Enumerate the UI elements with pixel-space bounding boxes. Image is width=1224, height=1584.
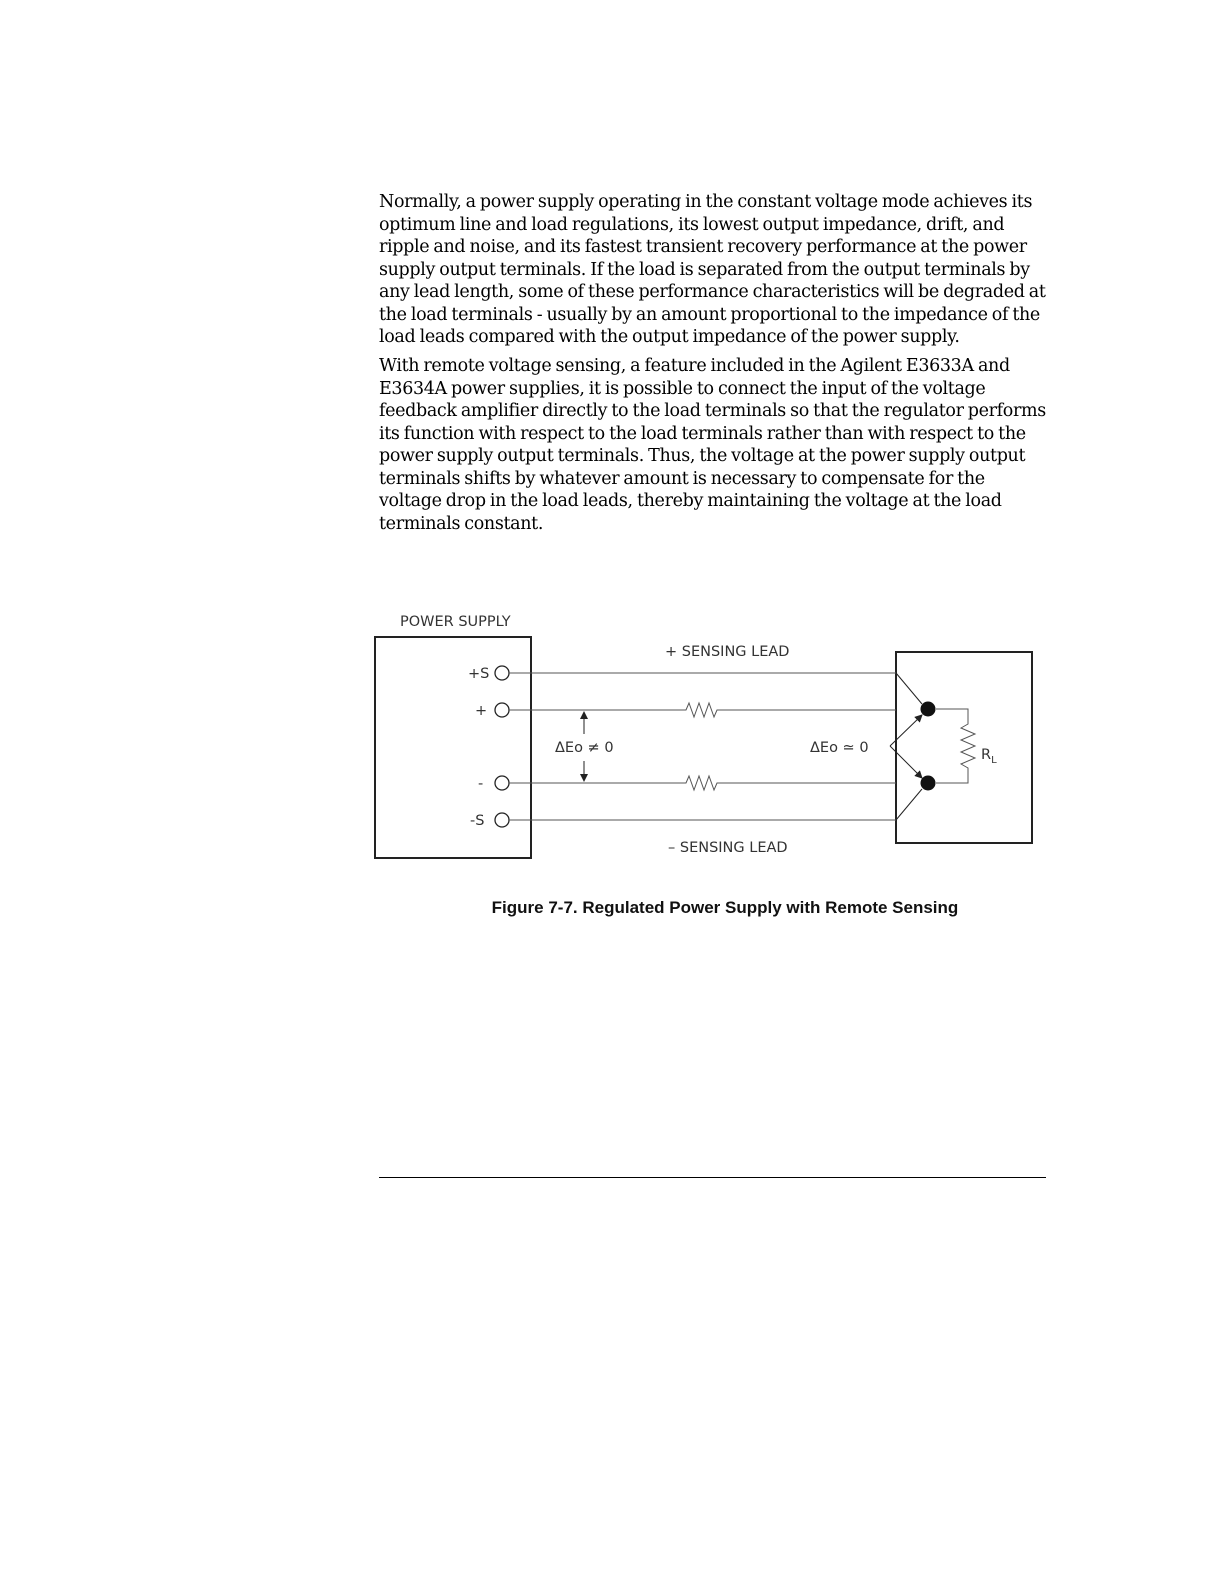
terminal-minus-s-label: -S (470, 813, 485, 829)
load-node-minus (921, 776, 936, 791)
minus-sensing-lead-label: – SENSING LEAD (668, 840, 788, 856)
plus-sensing-lead-label: + SENSING LEAD (665, 644, 790, 660)
plus-load-lead (509, 703, 896, 717)
terminal-plus-label: + (475, 703, 488, 719)
delta-eo-load-pointer-down (890, 746, 922, 778)
terminal-plus-s (495, 666, 509, 680)
terminal-plus-s-label: +S (468, 666, 490, 682)
delta-eo-supply-label: ΔEo ≠ 0 (555, 740, 614, 756)
plus-sense-to-node (896, 673, 922, 704)
power-supply-label: POWER SUPPLY (400, 614, 511, 630)
remote-sensing-diagram (360, 600, 1060, 870)
terminal-minus (495, 776, 509, 790)
delta-eo-load-pointer-up (890, 715, 922, 746)
delta-eo-load-label: ΔEo ≃ 0 (810, 740, 869, 756)
figure-caption: Figure 7-7. Regulated Power Supply with Remote Sensing (491, 898, 959, 917)
load-resistor (936, 709, 975, 783)
paragraph-remote-sensing: With remote voltage sensing, a feature included in the Agilent E3633A and E3634A power supplies, it is possible to connect the input of the voltage feedback amplifier directly to the load terminals so that the regulator performs its function with respect to the load terminals rather than with respect to the power supply output terminals. Thus, the voltage at the power supply output terminals shifts by whatever amount is necessary to compensate for the voltage drop in the load leads, thereby maintaining the voltage at the load terminals constant. (379, 356, 1046, 534)
terminal-minus-s (495, 813, 509, 827)
terminal-plus (495, 703, 509, 717)
terminal-minus-label: - (478, 776, 484, 792)
footer-rule (379, 1177, 1046, 1178)
minus-sense-to-node (896, 789, 922, 820)
paragraph-constant-voltage: Normally, a power supply operating in the constant voltage mode achieves its optimum line and load regulations, its lowest output impedance, drift, and ripple and noise, and its fastest transient recovery performance at the power supply output terminals. If the load is separated from the output terminals by any lead length, some of these performance characteristics will be degraded at the load terminals - usually by an amount proportional to the impedance of the load leads compared with the output impedance of the power supply. (379, 192, 1046, 347)
load-resistor-label: $R_L$ (981, 747, 997, 766)
load-box (896, 652, 1032, 843)
minus-load-lead (509, 776, 896, 790)
load-node-plus (921, 702, 936, 717)
